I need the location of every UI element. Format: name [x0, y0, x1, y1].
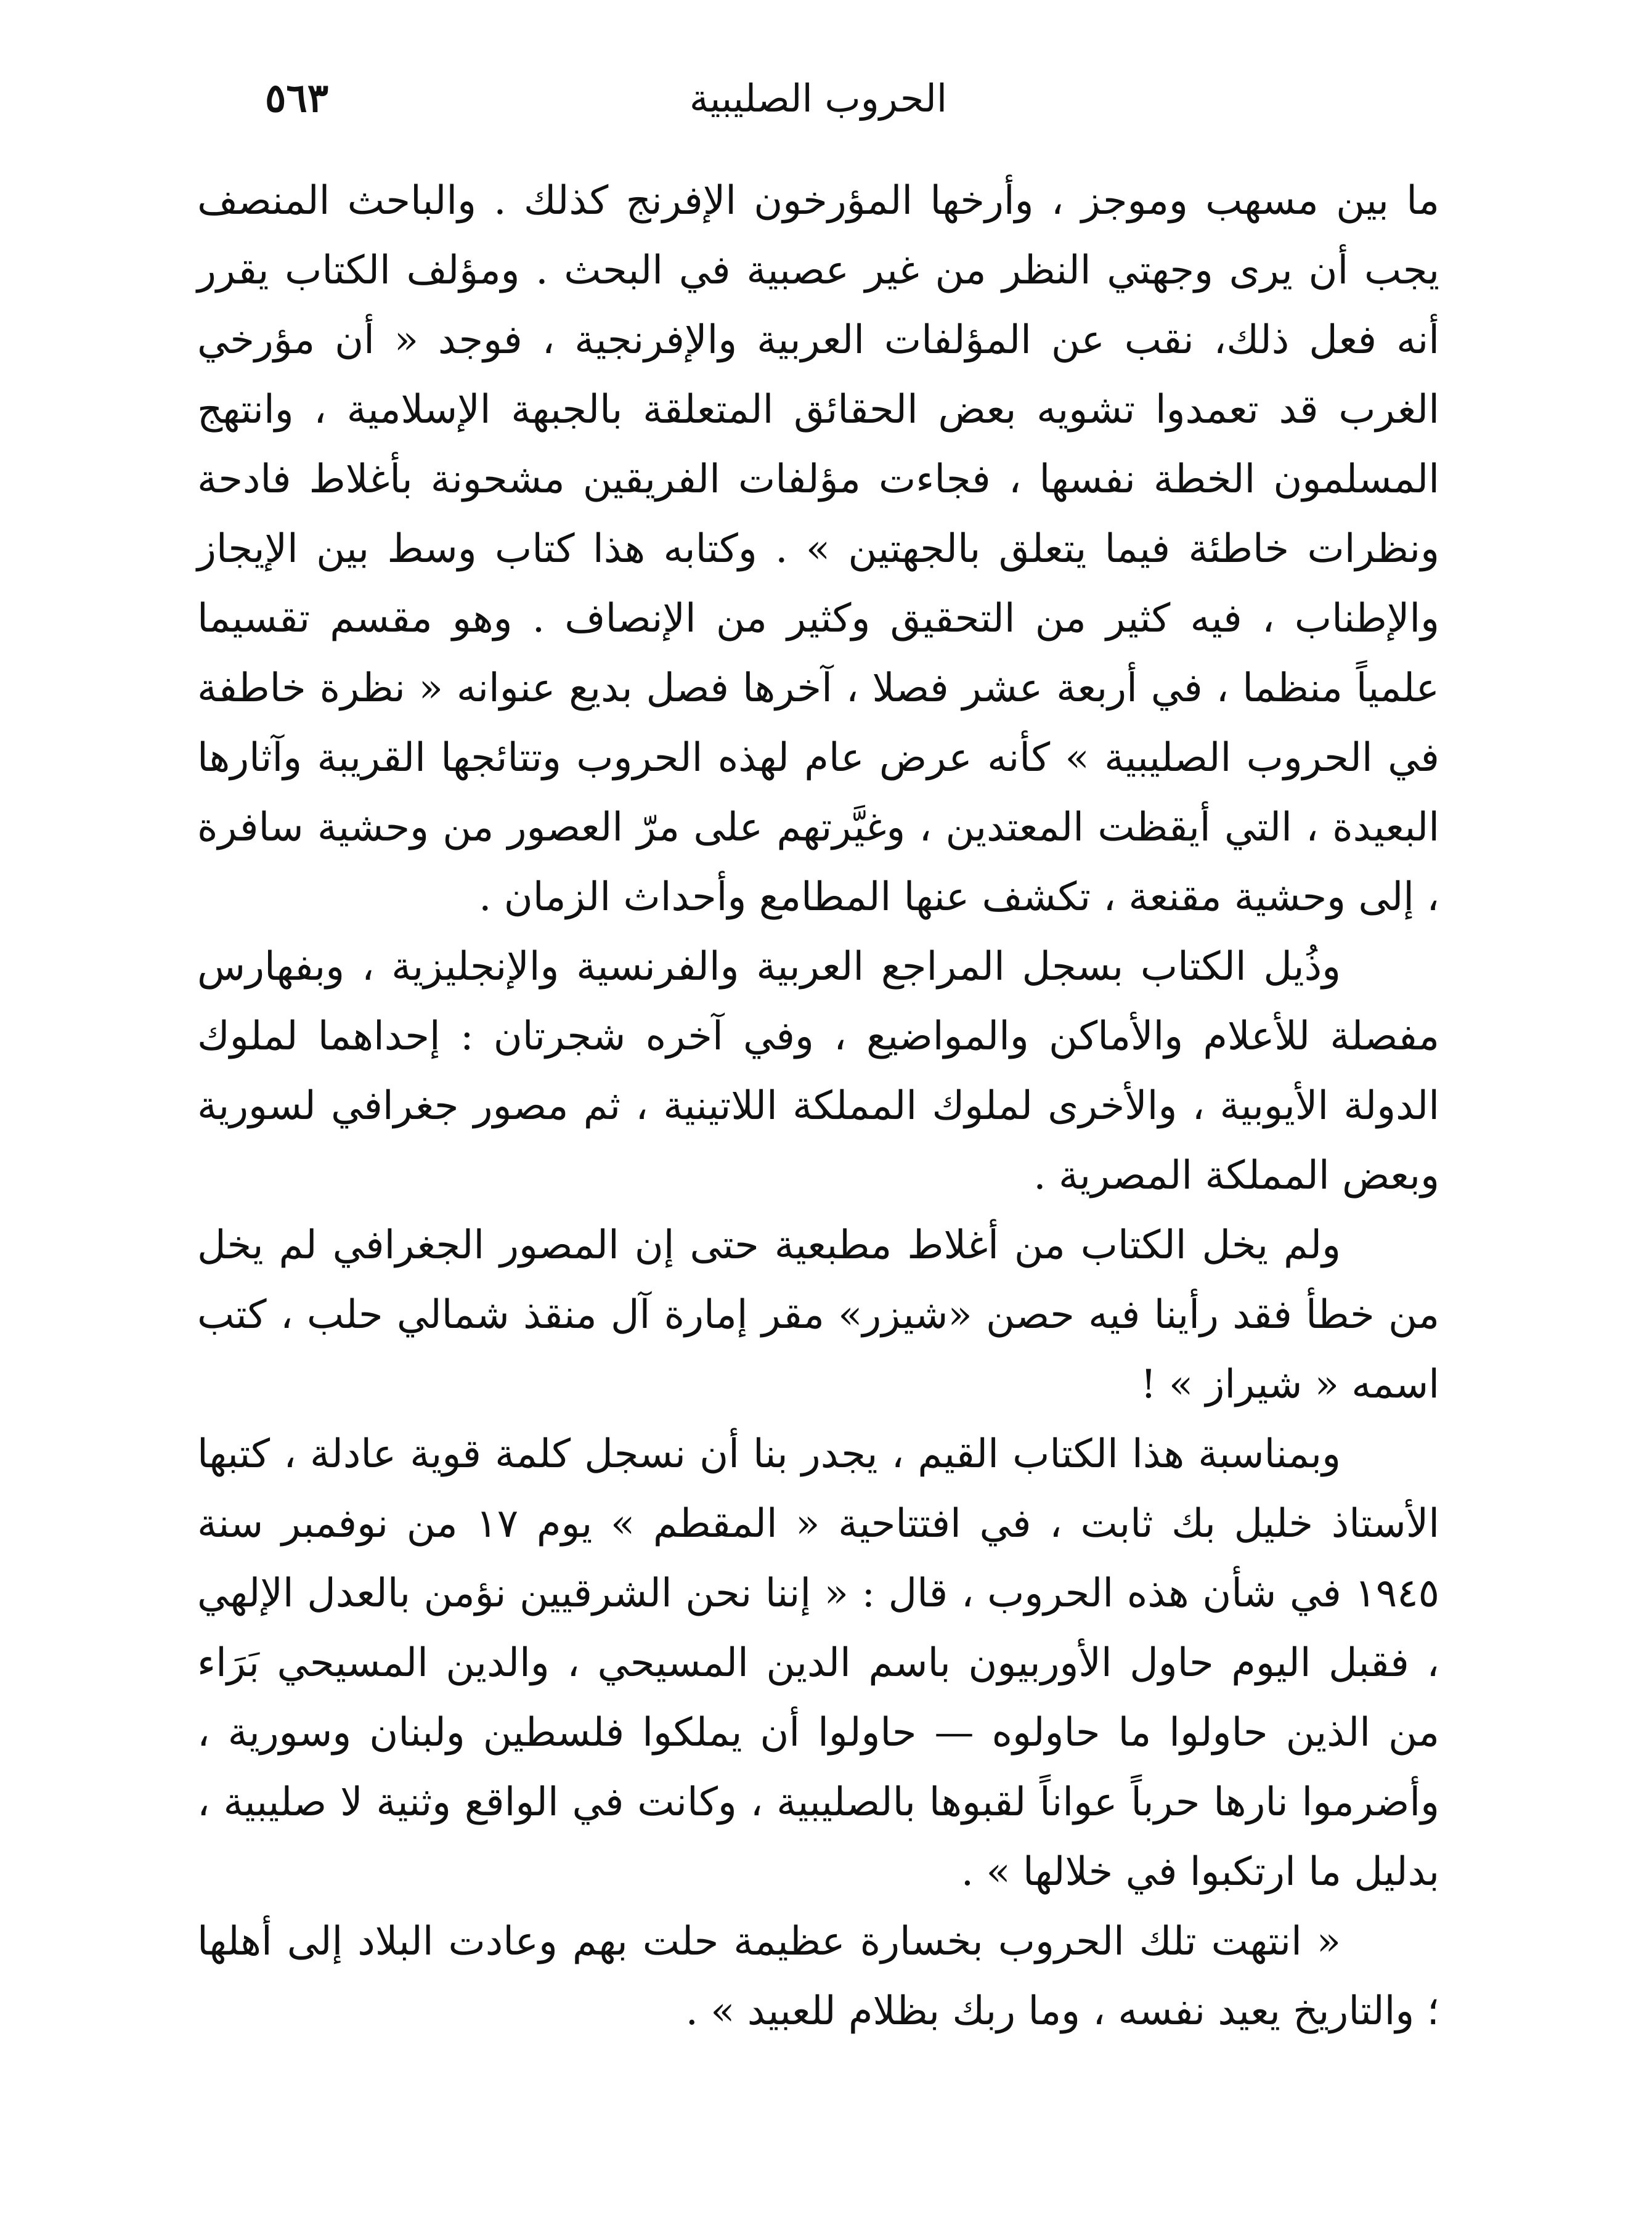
page-number: ٥٦٣	[265, 75, 329, 121]
paragraph-5: « انتهت تلك الحروب بخسارة عظيمة حلت بهم وعادت البلاد إلى أهلها ؛ والتاريخ يعيد نفسه ، وما ربك بظلام للعبيد » .	[197, 1919, 1439, 2034]
body-text	[197, 166, 1439, 2046]
running-title: الحروب الصليبية	[689, 76, 948, 121]
paragraph-2: وذُيل الكتاب بسجل المراجع العربية والفرنسية والإنجليزية ، وبفهارس مفصلة للأعلام والأماكن والمواضيع ، وفي آخره شجرتان : إحداهما لملوك الدولة الأيوبية ، والأخرى لملوك المملكة اللاتينية ، ثم مصور جغرافي لسورية وبعض المملكة المصرية .	[197, 944, 1439, 1198]
paragraph-3: ولم يخل الكتاب من أغلاط مطبعية حتى إن المصور الجغرافي لم يخل من خطأ فقد رأينا فيه حصن «شيزر» مقر إمارة آل منقذ شمالي حلب ، كتب اسمه « شيراز » !	[197, 1223, 1439, 1407]
paragraph-1: ما بين مسهب وموجز ، وأرخها المؤرخون الإفرنج كذلك . والباحث المنصف يجب أن يرى وجهتي النظر من غير عصبية في البحث . ومؤلف الكتاب يقرر أنه فعل ذلك، نقب عن المؤلفات العربية والإفرنجية ، فوجد « أن مؤرخي الغرب قد تعمدوا تشويه بعض الحقائق المتعلقة بالجبهة الإسلامية ، وانتهج المسلمون الخطة نفسها ، فجاءت مؤلفات الفريقين مشحونة بأغلاط فادحة ونظرات خاطئة فيما يتعلق بالجهتين » . وكتابه هذا كتاب وسط بين الإيجاز والإطناب ، فيه كثير من التحقيق وكثير من الإنصاف . وهو مقسم تقسيما علمياً منظما ، في أربعة عشر فصلا ، آخرها فصل بديع عنوانه « نظرة خاطفة في الحروب الصليبية » كأنه عرض عام لهذه الحروب وتتائجها القريبة وآثارها البعيدة ، التي أيقظت المعتدين ، وغيَّرتهم على مرّ العصور من وحشية سافرة ، إلى وحشية مقنعة ، تكشف عنها المطامع وأحداث الزمان .	[197, 178, 1440, 920]
paragraph-4: وبمناسبة هذا الكتاب القيم ، يجدر بنا أن نسجل كلمة قوية عادلة ، كتبها الأستاذ خليل بك ثابت ، في افتتاحية « المقطم » يوم ١٧ من نوفمبر سنة ١٩٤٥ في شأن هذه الحروب ، قال : « إننا نحن الشرقيين نؤمن بالعدل الإلهي ، فقبل اليوم حاول الأوربيون باسم الدين المسيحي ، والدين المسيحي بَرَاء من الذين حاولوا ما حاولوه — حاولوا أن يملكوا فلسطين ولبنان وسورية ، وأضرموا نارها حرباً عواناً لقبوها بالصليبية ، وكانت في الواقع وثنية لا صليبية ، بدليل ما ارتكبوا في خلالها » .	[197, 1431, 1440, 1895]
running-header	[197, 62, 1439, 136]
